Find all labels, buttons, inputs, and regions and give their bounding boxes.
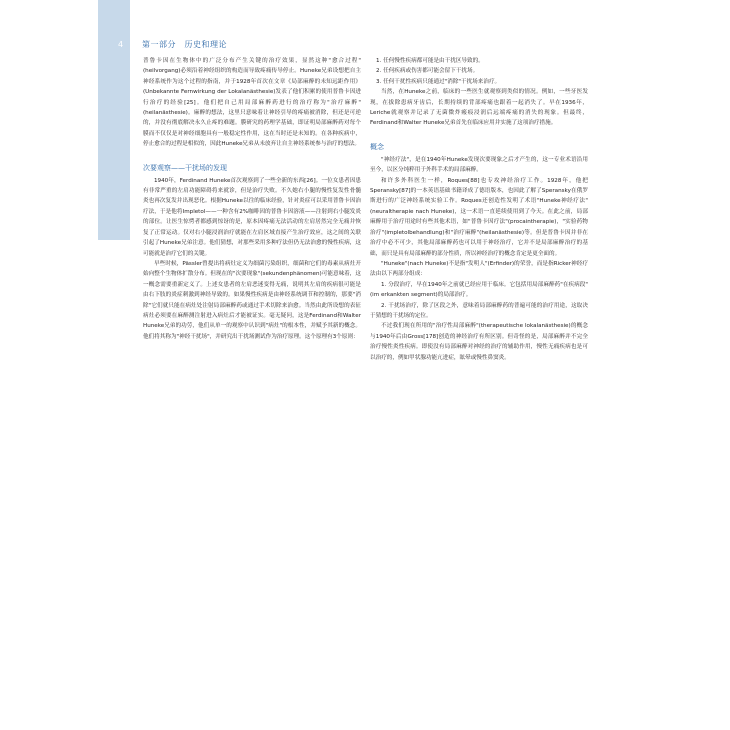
chapter-tab [98, 0, 130, 240]
list-item: 3. 任何干扰性疾病只能通过"消除"干扰场来治疗。 [376, 78, 501, 85]
paragraph: 不过我们现在所用的"治疗性局部麻醉"(therapeutische lokalanästhesie)的概念与1940年后由Gross[178]创造的神经治疗有所区别。但奇怪的是，局部麻醉并不完全治疗慢性炎性疾病。即使没有局部麻醉对神经的治疗的辅助作用，慢性无痛疾病也是可以治疗的，例如甲状腺功能亢进症，眩晕或慢性鼻窦炎。 [370, 323, 588, 361]
paragraph: 1940年，Ferdinand Huneke首次观察到了一些全新的东西[26]。一位女患者因患有非常严重的左肩功能障碍将来就诊，但是治疗失败。不久她右小腿的慢性复发性骨髓炎也再次复发并出现恶化。根据Huneke以往的临床经验，针对炎症可以采用普鲁卡因治疗法，于是他将Impletol——一种含有2%咖啡因的普鲁卡因溶液——注射到右小腿发炎的部位。让医生惊愕者都感到惊讶的是，原本因疼痛无法活动的左肩居然完全无痛并恢复了正常运动。仅对右小腿浸润治疗就能在左肩区域直接产生治疗效应，这之间的关联引起了Huneke兄弟注意。他们猜想，对那些采用多种疗法但仍无法治愈的慢性疾病，这可能就是治疗它们的关键。 [143, 177, 361, 257]
section-heading: 次要观察——干扰场的发现 [143, 163, 227, 172]
paragraph: 当然，在Huneke之前，临床的一些医生就观察到类似的情况。例如，一些牙医发现，在拔除患病牙齿后，长期持续的背部疼痛也跟着一起消失了。早在1936年，Leriche就观察并记录了无菌微炸瘢痕浸润后远端疼痛的消失的现象。但最终，Ferdinand和Walter Huneke兄弟首先在临床应用并实施了这项治疗措施。 [370, 89, 588, 127]
paragraph: 早些时候，Pässler曾提出将病灶定义为细菌污染组织，细菌和它们的毒素从病灶开始向整个生物体扩散分布。但现在的"次要现象"(sekundenphänomen)可能意味着，这一概念需要重新定义了。上述女患者的左肩恶迷变得无痛，说明其左肩的疾病很可能是由右下肢的炎症刺激到神经导致的。如果慢性疾病是由神经系统调节和控制的，那要"消除"它们就只能在病灶处注射局部麻醉药或通过手术切除来治愈。当然由此所设想的表征病灶必须要在麻醉测注射进入病灶后才能被证实。毫无疑问，这是Ferdinand和Walter Huneke兄弟的功劳，他们从单一的观察中认识到"病灶"的根本性，并赋予其新的概念。他们将其称为"神经干扰场"，并研究出干扰场测试作为治疗原理。这个原理有3个原则： [143, 260, 361, 340]
running-header-title: 第一部分 历史和理论 [142, 40, 227, 49]
paragraph: "Huneke"(nach Huneke)不是指"发明人"(Erfinder)的荣誉，而是指Ricker神经疗法由以下两部分组成： [370, 260, 588, 278]
numbered-paragraph: 2. 干扰场治疗，除了区段之外，意味着局部麻醉药的普遍可能的治疗用途，这取决于猜想的干扰场的定位。 [370, 302, 588, 319]
paragraph: "神经疗法"，是在1940年Huneke发现次要现象之后才产生的，这一专业术语沿用至今，以区分纯粹用于外科手术的局部麻醉。 [370, 156, 588, 174]
right-column [370, 56, 588, 363]
numbered-paragraph: 1. 分段治疗，早在1940年之前就已经应用于临床。它包括用局部麻醉药"在疾病段"(im erkankten segment)的局部治疗。 [370, 281, 588, 299]
principle-list [370, 56, 588, 87]
page-number: 4 [118, 40, 124, 49]
list-item: 1. 任何慢性疾病都可能是由干扰区导致的。 [376, 58, 484, 64]
section-heading: 概念 [370, 142, 384, 151]
paragraph: 和许多外科医生一样，Roques[88]也专攻神经治疗工作。1928年，他把Speransky[87]的一本英语基础书籍译成了德语版本，也因此了解了Speransky在俄罗斯进行的广泛神经系统实验工作。Roques还创造性发明了术语"Huneke神经疗法"(neuraltherapie nach Huneke)，这一术语一直延续使用到了今天。在此之前，局部麻醉用于治疗用途时有些其他术语，如"普鲁卡因疗法"(procaintherapie)，"实验药物治疗"(impletolbehandlung)和"治疗麻醉"(heilanästhesie)等。但是普鲁卡因并非在治疗中必不可少，其他局部麻醉药也可以用于神经治疗，它并不是局部麻醉治疗的基础，而只是具有局部麻醉的部分性质，所以神经治疗的概念肯定是更全面的。 [370, 177, 588, 257]
left-column [143, 56, 361, 342]
list-item: 2. 任何疾病或伤害都可能会留下干扰场。 [376, 68, 479, 75]
paragraph: 普鲁卡因在生物体中的广泛分布产生关键的治疗效果，显然这种"愈合过程"(heilvorgang)必须沿着神经组织的构造而导致疼痛传导停止。Huneke兄弟设想把自主神经系统作为这个过程的指南，并于1928年首次在文章《局部麻醉的未知远距作用》(Unbekannte Fernwirkung der Lokalanästhesie)发表了他们积累的使用普鲁卡因进行治疗的经验[25]。他们把自己用局部麻醉药进行的治疗称为"治疗麻醉"(heilanästhesie)。麻醉的想法，这里只意味着让神经引导的疼痛被消除，但还是可逆的，并没有彻底解决永久止疼的难题。膜研究的药理学基础，即证明局部麻醉药对每个膜而不仅仅是对神经细胞具有一般稳定性作用，这在当时还是未知的。在各种疾病中，停止愈合的过程是相似的，因此Huneke兄弟从未放弃让自主神经系统参与治疗的想法。 [143, 58, 361, 148]
